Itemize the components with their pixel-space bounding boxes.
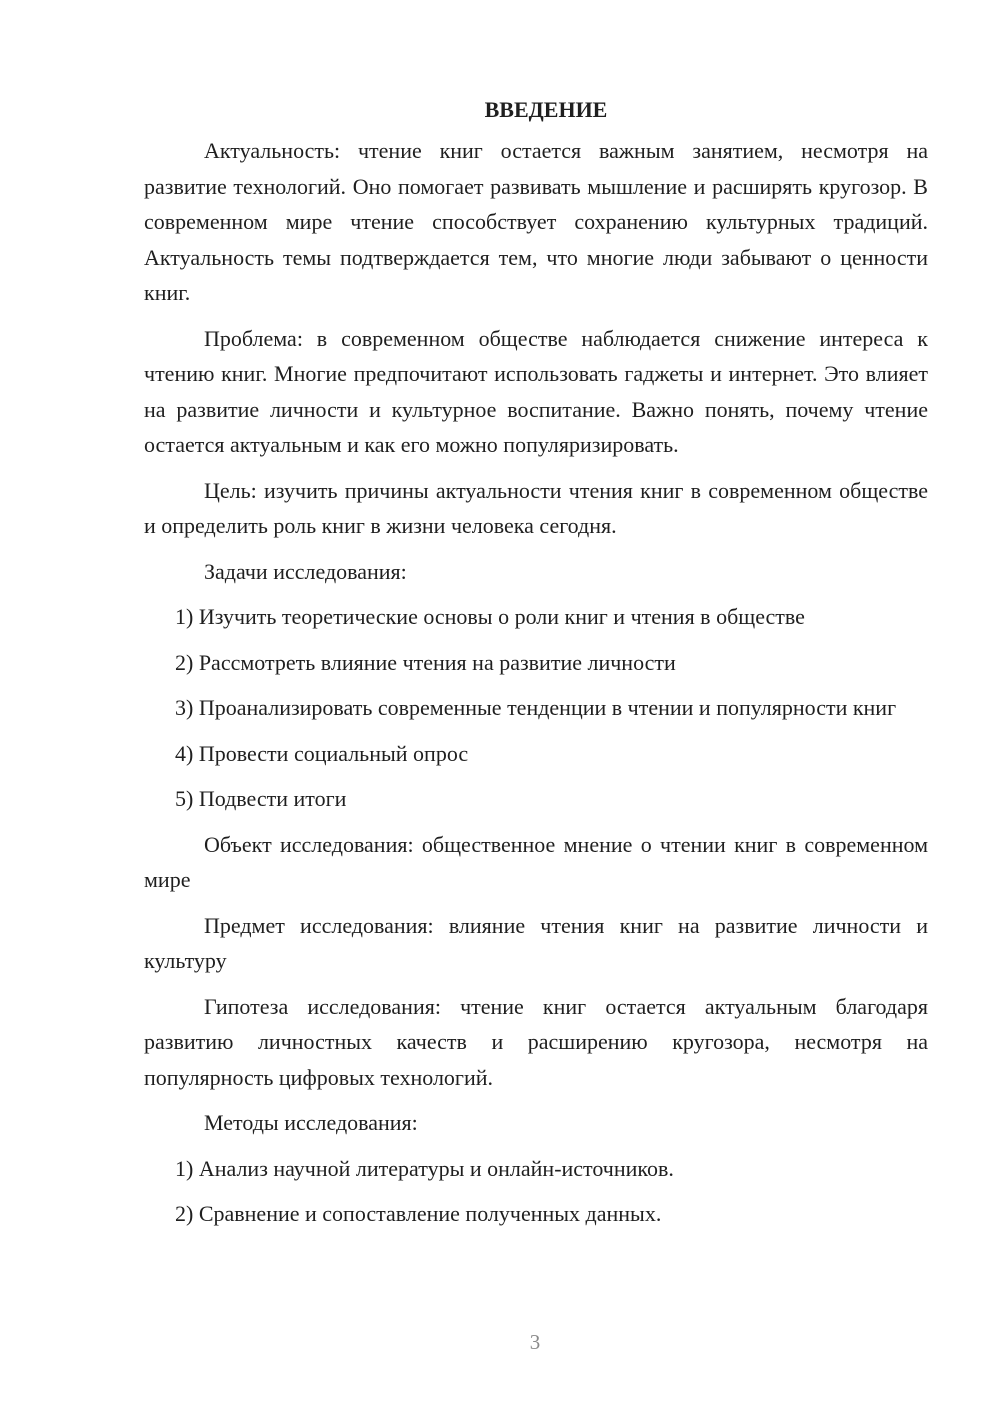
page-number: 3 (529, 1330, 541, 1354)
task-item: 1) Изучить теоретические основы о роли книг и чтения в обществе (175, 604, 805, 629)
document-page (144, 92, 928, 1242)
subject-paragraph: Предмет исследования: влияние чтения книг на развитие личности и культуру (144, 912, 928, 973)
task-item: 5) Подвести итоги (175, 786, 347, 811)
problem-paragraph: Проблема: в современном обществе наблюдается снижение интереса к чтению книг. Многие предпочитают использовать гаджеты и интернет. Это влияет на развитие личности и культурное воспитание. Важно понять, почему чтение остается актуальным и как его можно популяризировать. (144, 325, 928, 457)
task-item: 2) Рассмотреть влияние чтения на развитие личности (175, 649, 676, 675)
tasks-heading: Задачи исследования: (204, 558, 407, 584)
task-item: 4) Провести социальный опрос (175, 740, 469, 766)
method-item: 2) Сравнение и сопоставление полученных данных. (175, 1201, 662, 1226)
methods-heading: Методы исследования: (204, 1110, 418, 1135)
goal-paragraph: Цель: изучить причины актуальности чтения книг в современном обществе и определить роль книг в жизни человека сегодня. (144, 477, 928, 538)
method-item: 1) Анализ научной литературы и онлайн-источников. (175, 1155, 674, 1181)
relevance-paragraph: Актуальность: чтение книг остается важным занятием, несмотря на развитие технологий. Оно помогает развивать мышление и расширять кругозор. В современном мире чтение способствует сохранению культурных традиций. Актуальность темы подтверждается тем, что многие люди забывают о ценности книг. (144, 138, 928, 305)
hypothesis-paragraph: Гипотеза исследования: чтение книг остается актуальным благодаря развитию личностных качеств и расширению кругозора, несмотря на популярность цифровых технологий. (144, 993, 928, 1090)
section-title: ВВЕДЕНИЕ (484, 97, 608, 122)
object-paragraph: Объект исследования: общественное мнение о чтении книг в современном мире (144, 831, 928, 892)
task-item: 3) Проанализировать современные тенденции в чтении и популярности книг (175, 695, 897, 720)
